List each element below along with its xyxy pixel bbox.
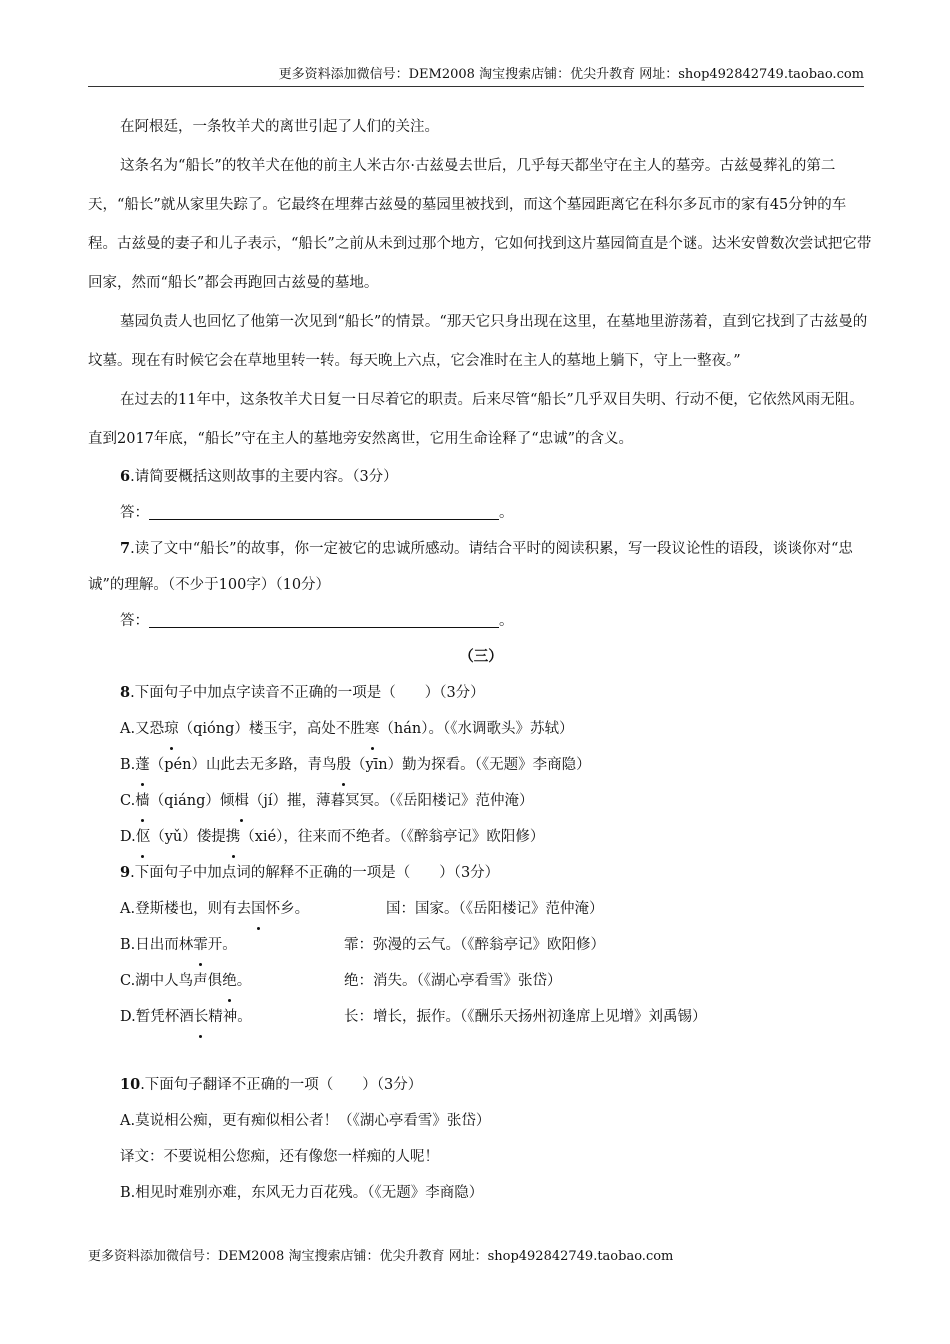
dotted-char: 樯 (135, 783, 150, 819)
option-text: C. (120, 793, 136, 809)
section-heading: （三） (459, 648, 503, 665)
q8-option-a[interactable] (88, 711, 874, 747)
option-text: A.登斯楼也，则有去 (120, 901, 252, 917)
option-text: 。 (236, 973, 252, 989)
answer-line-7 (88, 603, 874, 639)
question-number: 7 (120, 540, 131, 557)
option-text: B.日出而林 (120, 937, 194, 953)
q10-option-a[interactable]: A.莫说相公痴，更有痴似相公者！（《湖心亭看雪》张岱） (120, 1113, 491, 1129)
option-text: 开。 (207, 937, 237, 953)
dotted-char: 长 (194, 999, 209, 1035)
question-number: 9 (120, 864, 131, 881)
option-text: 怀乡。 (265, 901, 310, 917)
question-7 (88, 531, 874, 603)
answer-end: 。 (499, 505, 514, 521)
q10-option-a-translation: 译文：不要说相公您痴，还有像您一样痴的人呢！ (120, 1149, 439, 1165)
document-body (88, 108, 874, 1211)
option-explanation: 长：增长，振作。（《酬乐天扬州初逢席上见增》刘禹锡） (344, 1009, 707, 1025)
question-10 (88, 1067, 874, 1103)
answer-label: 答： (120, 613, 149, 629)
option-text: （jí）摧，薄暮冥冥。（《岳阳楼记》范仲淹） (248, 793, 534, 809)
q9-option-d[interactable] (88, 999, 874, 1035)
option-text: A.又恐 (120, 721, 165, 737)
q10-option-b[interactable]: B.相见时难别亦难，东风无力百花残。（《无题》李商隐） (120, 1185, 484, 1201)
option-text: B. (120, 757, 136, 773)
question-text: .请简要概括这则故事的主要内容。（3分） (130, 469, 398, 485)
q8-option-b[interactable] (88, 747, 874, 783)
dotted-char: 寒 (365, 711, 380, 747)
dotted-char: 霏 (193, 927, 208, 963)
answer-blank[interactable] (149, 613, 499, 628)
question-9 (88, 855, 874, 891)
question-8 (88, 675, 874, 711)
question-text: .读了文中“船长”的故事，你一定被它的忠诚所感动。请结合平时的阅读积累，写一段议论性的语段，谈谈你对“忠诚”的理解。（不少于100字）（10分） (88, 541, 853, 593)
dotted-char: 绝 (222, 963, 237, 999)
answer-blank[interactable] (149, 505, 499, 520)
passage-paragraph-1: 在阿根廷，一条牧羊犬的离世引起了人们的关注。 (120, 119, 439, 135)
answer-end: 。 (499, 613, 514, 629)
q9-option-b[interactable] (88, 927, 874, 963)
page-footer: 更多资料添加微信号：DEM2008 淘宝搜索店铺：优尖升教育 网址：shop492842749.taobao.com (88, 1249, 674, 1264)
option-text: （xié），往来而不绝者。（《醉翁亭记》欧阳修） (240, 829, 545, 845)
spacer (88, 1035, 874, 1067)
option-text: （yǔ）偻提 (150, 829, 226, 845)
answer-label: 答： (120, 505, 149, 521)
page-header: 更多资料添加微信号：DEM2008 淘宝搜索店铺：优尖升教育 网址：shop492842749.taobao.com (88, 66, 864, 87)
passage-paragraph-4: 在过去的11年中，这条牧羊犬日复一日尽着它的职责。后来尽管“船长”几乎双目失明、行动不便，它依然风雨无阻。直到2017年底，“船长”守在主人的墓地旁安然离世，它用生命诠释了“忠诚”的含义。 (88, 392, 864, 447)
option-text: （qióng）楼玉宇，高处不胜 (178, 721, 365, 737)
answer-line-6 (88, 495, 874, 531)
dotted-char: 携 (226, 819, 241, 855)
dotted-char: 蓬 (135, 747, 150, 783)
option-explanation: 绝：消失。（《湖心亭看雪》张岱） (344, 973, 562, 989)
question-number: 6 (120, 468, 131, 485)
q8-option-c[interactable] (88, 783, 874, 819)
option-sentence (120, 927, 344, 963)
option-text: C.湖中人鸟声俱 (120, 973, 223, 989)
dotted-char: 楫 (234, 783, 249, 819)
option-text: （yīn）勤为探看。（《无题》李商隐） (350, 757, 591, 773)
option-sentence (120, 891, 344, 927)
passage-paragraph-2: 这条名为“船长”的牧羊犬在他的前主人米古尔·古兹曼去世后，几乎每天都坐守在主人的墓旁。古兹曼葬礼的第二天，“船长”就从家里失踪了。它最终在埋葬古兹曼的墓园里被找到，而这个墓园距离它在科尔多瓦市的家有45分钟的车程。古兹曼的妻子和儿子表示，“船长”之前从未到过那个地方，它如何找到这片墓园简直是个谜。达米安曾数次尝试把它带回家，然而“船长”都会再跑回古兹曼的墓地。 (88, 158, 872, 291)
dotted-char: 伛 (136, 819, 151, 855)
dotted-char: 殷 (336, 747, 351, 783)
option-text: （pén）山此去无多路，青鸟 (149, 757, 337, 773)
passage-paragraph-3: 墓园负责人也回忆了他第一次见到“船长”的情景。“那天它只身出现在这里，在墓地里游荡着，直到它找到了古兹曼的坟墓。现在有时候它会在草地里转一转。每天晚上六点，它会准时在主人的墓地上躺下，守上一整夜。” (88, 314, 868, 369)
question-number: 8 (120, 684, 131, 701)
dotted-char: 国 (251, 891, 266, 927)
q9-option-c[interactable] (88, 963, 874, 999)
question-text: .下面句子翻译不正确的一项（ ）（3分） (140, 1077, 423, 1093)
option-text: D.暂凭杯酒 (120, 1009, 194, 1025)
q8-option-d[interactable] (88, 819, 874, 855)
option-explanation: 国：国家。（《岳阳楼记》范仲淹） (386, 901, 604, 917)
q9-option-a[interactable] (88, 891, 874, 927)
option-sentence (120, 999, 344, 1035)
option-text: 精神。 (208, 1009, 252, 1025)
option-sentence (120, 963, 344, 999)
question-number: 10 (120, 1076, 141, 1093)
question-text: .下面句子中加点词的解释不正确的一项是（ ）（3分） (130, 865, 500, 881)
option-explanation: 霏：弥漫的云气。（《醉翁亭记》欧阳修） (344, 937, 605, 953)
option-text: （qiáng）倾 (149, 793, 235, 809)
dotted-char: 琼 (164, 711, 179, 747)
option-text: D. (120, 829, 136, 845)
question-6 (88, 459, 874, 495)
option-text: （hán）。（《水调歌头》苏轼） (379, 721, 574, 737)
question-text: .下面句子中加点字读音不正确的一项是（ ）（3分） (130, 685, 485, 701)
